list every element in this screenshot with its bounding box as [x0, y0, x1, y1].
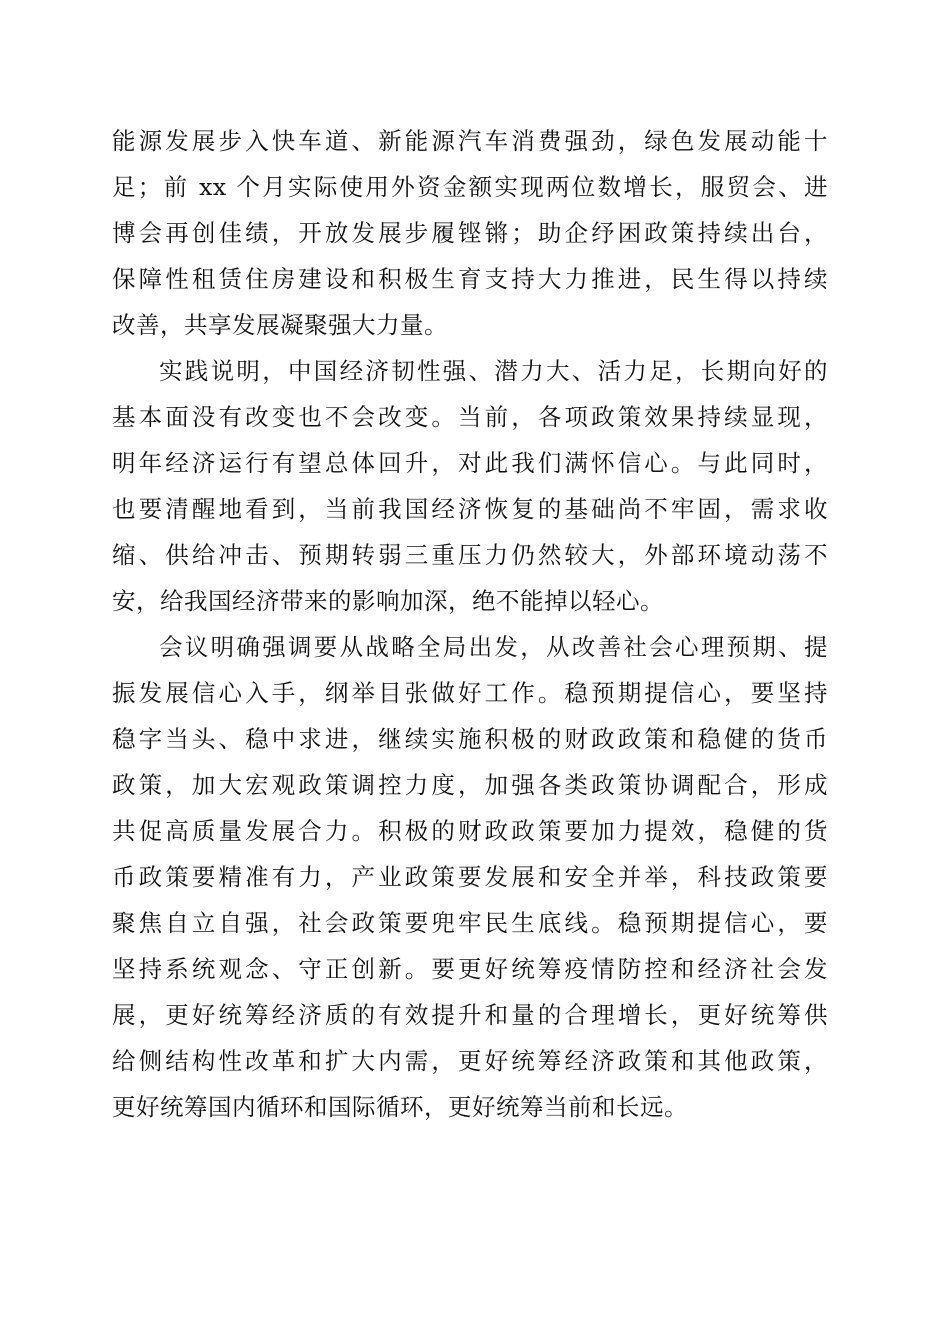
- paragraph-line: 会议明确强调要从战略全局出发，从改善社会心理预期、提: [159, 633, 828, 661]
- paragraph-line: 政策，加大宏观政策调控力度，加强各类政策协调配合，形成: [112, 771, 828, 799]
- paragraph-line: 更好统筹国内循环和国际循环，更好统筹当前和长远。: [112, 1093, 688, 1121]
- paragraph-line: 改善，共享发展凝聚强大力量。: [112, 311, 448, 339]
- paragraph-line: 展，更好统筹经济质的有效提升和量的合理增长，更好统筹供: [112, 1001, 828, 1029]
- paragraph-line: 能源发展步入快车道、新能源汽车消费强劲，绿色发展动能十: [112, 127, 828, 155]
- paragraph-line: 聚焦自立自强，社会政策要兜牢民生底线。稳预期提信心，要: [112, 909, 828, 937]
- paragraph-line: 币政策要精准有力，产业政策要发展和安全并举，科技政策要: [112, 863, 828, 891]
- paragraph-1: [112, 118, 828, 348]
- paragraph-line: 足；前 xx 个月实际使用外资金额实现两位数增长，服贸会、进: [112, 173, 828, 201]
- paragraph-line: 安，给我国经济带来的影响加深，绝不能掉以轻心。: [112, 587, 664, 615]
- paragraph-line: 保障性租赁住房建设和积极生育支持大力推进，民生得以持续: [112, 265, 828, 293]
- paragraph-line: 博会再创佳绩，开放发展步履铿锵；助企纾困政策持续出台，: [112, 219, 828, 247]
- paragraph-line: 振发展信心入手，纲举目张做好工作。稳预期提信心，要坚持: [112, 679, 828, 707]
- paragraph-line: 给侧结构性改革和扩大内需，更好统筹经济政策和其他政策，: [112, 1047, 828, 1075]
- paragraph-line: 明年经济运行有望总体回升，对此我们满怀信心。与此同时，: [112, 449, 828, 477]
- paragraph-line: 缩、供给冲击、预期转弱三重压力仍然较大，外部环境动荡不: [112, 541, 828, 569]
- paragraph-line: 基本面没有改变也不会改变。当前，各项政策效果持续显现，: [112, 403, 828, 431]
- paragraph-2: [112, 348, 828, 624]
- paragraph-3: [112, 624, 828, 1130]
- paragraph-line: 实践说明，中国经济韧性强、潜力大、活力足，长期向好的: [159, 357, 828, 385]
- paragraph-line: 稳字当头、稳中求进，继续实施积极的财政政策和稳健的货币: [112, 725, 828, 753]
- paragraph-line: 共促高质量发展合力。积极的财政政策要加力提效，稳健的货: [112, 817, 828, 845]
- paragraph-line: 坚持系统观念、守正创新。要更好统筹疫情防控和经济社会发: [112, 955, 828, 983]
- document-body: [112, 118, 828, 1130]
- paragraph-line: 也要清醒地看到，当前我国经济恢复的基础尚不牢固，需求收: [112, 495, 828, 523]
